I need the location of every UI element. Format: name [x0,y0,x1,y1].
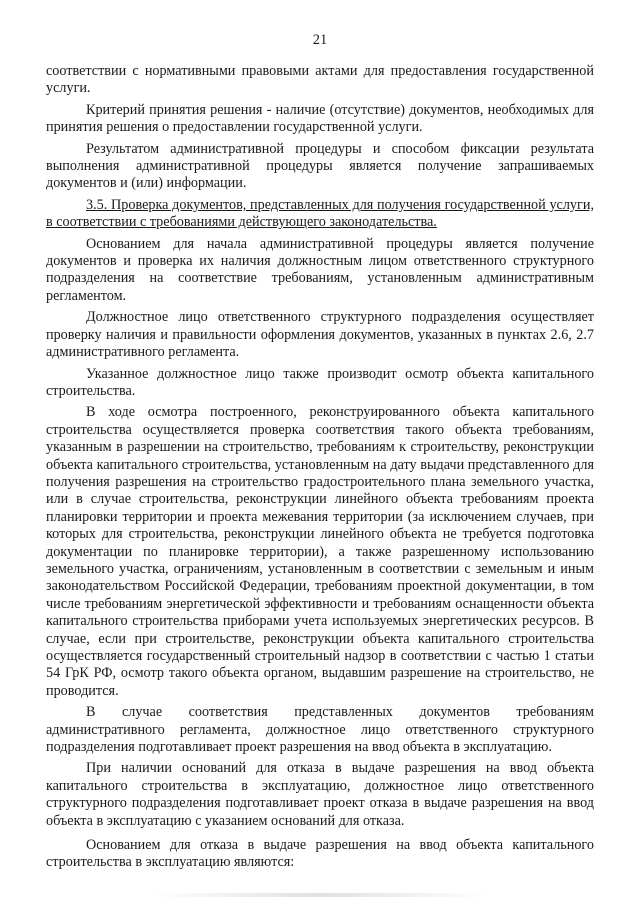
paragraph-official-check: Должностное лицо ответственного структурного подразделения осуществляет проверку наличия и правильности оформления документов, указанных в пунктах 2.6, 2.7 административного регламента. [46,309,594,361]
paragraph-grounds-start: Основанием для начала административной процедуры является получение документов и проверка их наличия должностным лицом ответственного структурного подразделения на соответствие требованиям, установленным административным регламентом. [46,235,594,304]
document-body [46,63,594,872]
paragraph-decision-criterion: Критерий принятия решения - наличие (отсутствие) документов, необходимых для принятия решения о предоставлении государственной услуги. [46,101,594,136]
paragraph-procedure-result: Результатом административной процедуры и способом фиксации результата выполнения административной процедуры является получение запрашиваемых документов и (или) информации. [46,140,594,192]
paragraph-inspection: Указанное должностное лицо также производит осмотр объекта капитального строительства. [46,365,594,399]
paragraph-refusal-list-intro: Основанием для отказа в выдаче разрешения на ввод объекта капитального строительства в эксплуатацию являются: [46,837,594,871]
paragraph-continuation: соответствии с нормативными правовыми актами для предоставления государственной услуги. [46,63,594,97]
paragraph-compliance-case: В случае соответствия представленных документов требованиям административного регламента, должностное лицо ответственного структурного подразделения подготавливает проект разрешения на ввод объекта в эксплуатацию. [46,704,594,756]
section-heading-3-5: 3.5. Проверка документов, представленных для получения государственной услуги, в соответствии с требованиями действующего законодательства. [46,196,594,231]
paragraph-inspection-details: В ходе осмотра построенного, реконструированного объекта капитального строительства осуществляется проверка соответствия такого объекта требованиям, указанным в разрешении на строительство, требованиям к строительству, реконструкции объекта капитального строительства, установленным на дату выдачи представленного для получения разрешения на строительство градостроительного плана земельного участка, или в случае строительства, реконструкции линейного объекта требованиям проекта планировки территории и проекта межевания территории (за исключением случаев, при которых для строительства, реконструкции линейного объекта не требуется подготовка документации по планировке территории), а также разрешенному использованию земельного участка, ограничениям, установленным в соответствии с земельным и иным законодательством Российской Федерации, требованиям проектной документации, в том числе требованиям энергетической эффективности и требованиям оснащенности объекта капитального строительства приборами учета используемых энергетических ресурсов. В случае, если при строительстве, реконструкции объекта капитального строительства осуществляется государственный строительный надзор в соответствии с частью 1 статьи 54 ГрК РФ, осмотр такого объекта органом, выдавшим разрешение на строительство, не проводится. [46,404,594,699]
scan-artifact [150,893,490,897]
paragraph-refusal-grounds: При наличии оснований для отказа в выдаче разрешения на ввод объекта капитального строительства в эксплуатацию, должностное лицо ответственного структурного подразделения подготавливает проект отказа в выдаче разрешения на ввод объекта в эксплуатацию с указанием оснований для отказа. [46,760,594,829]
page-number: 21 [312,32,328,48]
